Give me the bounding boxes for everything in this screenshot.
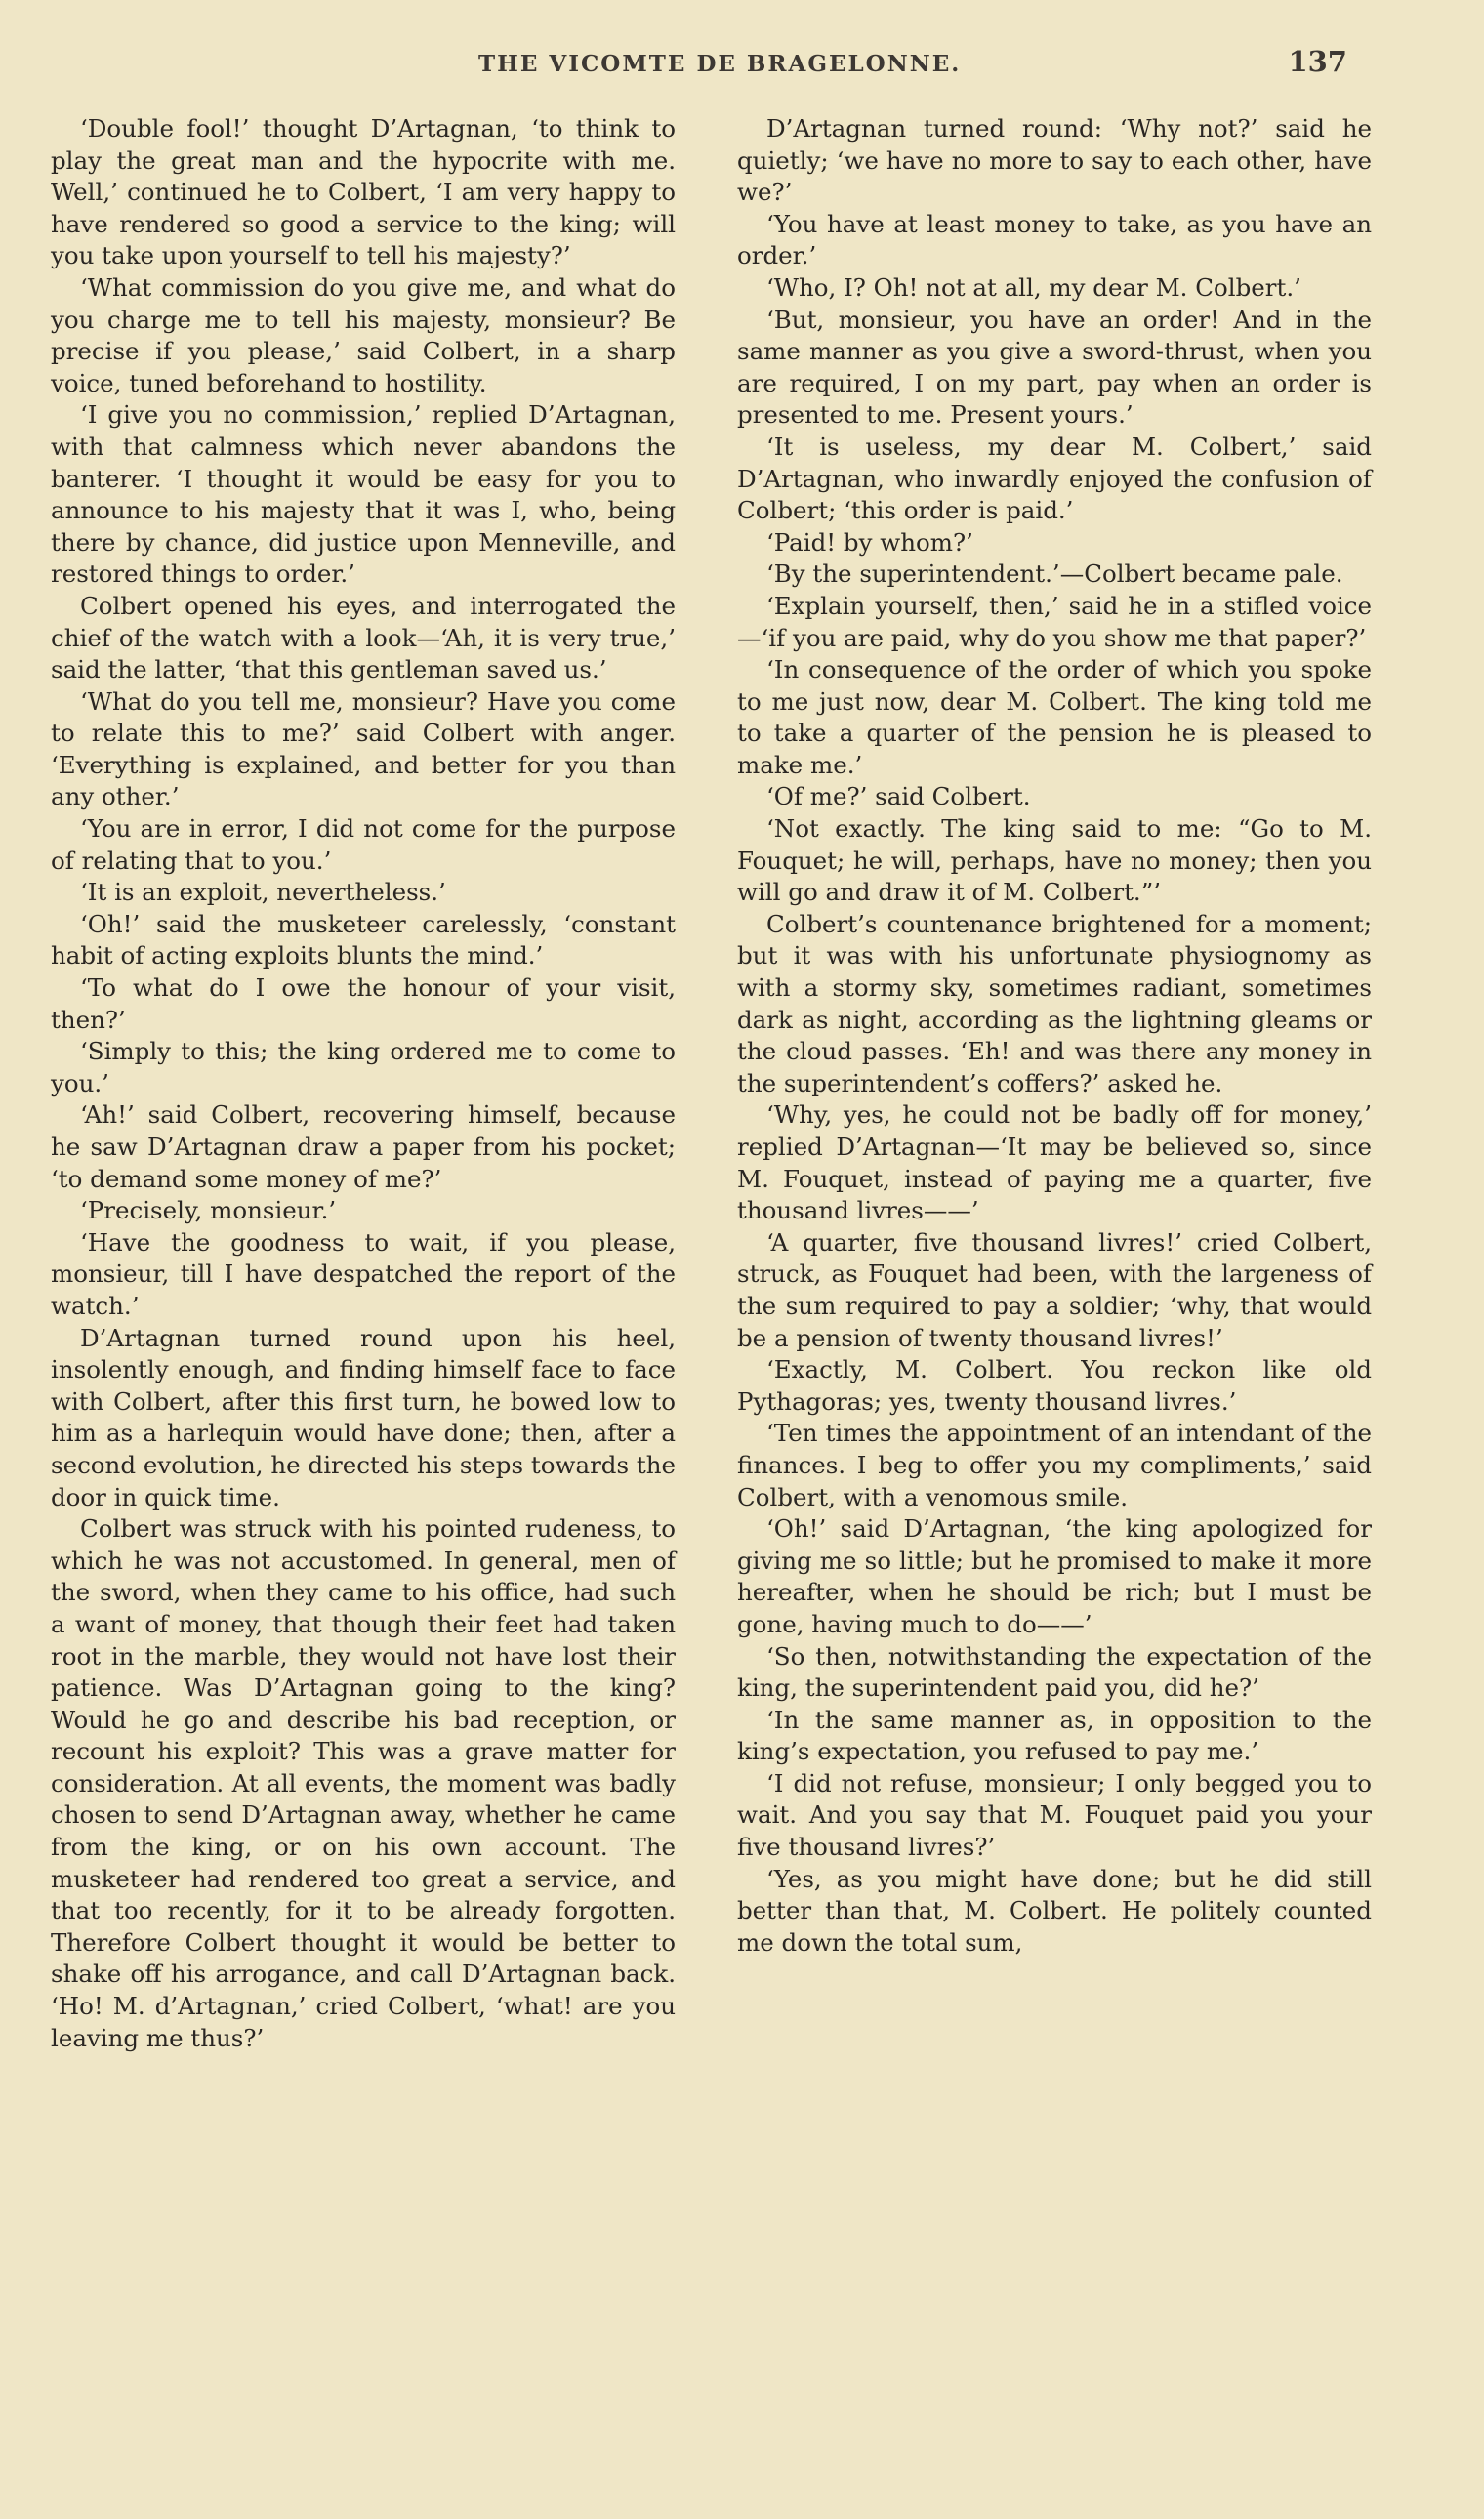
- paragraph: ‘Ah!’ said Colbert, recovering himself, because he saw D’Artagnan draw a paper from his pocket; ‘to demand some money of me?’: [51, 1100, 676, 1193]
- paragraph: ‘I did not refuse, monsieur; I only begged you to wait. And you say that M. Fouquet paid you your five thousand livres?’: [737, 1768, 1372, 1862]
- paragraph: ‘Not exactly. The king said to me: “Go to M. Fouquet; he will, perhaps, have no money; then you will go and draw it of M. Colbert.”’: [737, 814, 1372, 907]
- paragraph: ‘Explain yourself, then,’ said he in a stifled voice—‘if you are paid, why do you show me that paper?’: [737, 591, 1372, 652]
- paragraph: ‘Paid! by whom?’: [766, 527, 973, 557]
- page-number: 137: [1288, 45, 1347, 78]
- paragraph: D’Artagnan turned round upon his heel, insolently enough, and finding himself face to face with Colbert, after this first turn, he bowed low to him as a harlequin would have done; then, after a second evolution, he directed his steps towards the door in quick time.: [51, 1323, 676, 1511]
- page-header: [59, 45, 1347, 84]
- paragraph: ‘Precisely, monsieur.’: [80, 1196, 337, 1225]
- paragraph: ‘Double fool!’ thought D’Artagnan, ‘to think to play the great man and the hypocrite with me. Well,’ continued he to Colbert, ‘I am very happy to have rendered so good a service to the king; will you take upon yourself to tell his majesty?’: [51, 114, 676, 270]
- paragraph: Colbert’s countenance brightened for a moment; but it was with his unfortunate physiognomy as with a stormy sky, sometimes radiant, sometimes dark as night, according as the lightning gleams or the cloud passes. ‘Eh! and was there any money in the superintendent’s coffers?’ asked he.: [737, 909, 1372, 1097]
- paragraph: ‘Oh!’ said the musketeer carelessly, ‘constant habit of acting exploits blunts the mind.’: [51, 909, 676, 970]
- paragraph: ‘Why, yes, he could not be badly off for money,’ replied D’Artagnan—‘It may be believed so, since M. Fouquet, instead of paying me a quarter, five thousand livres——’: [737, 1100, 1372, 1225]
- paragraph: ‘What commission do you give me, and what do you charge me to tell his majesty, monsieur? Be precise if you please,’ said Colbert, in a sharp voice, tuned beforehand to hostility.: [51, 272, 676, 397]
- paragraph: ‘Who, I? Oh! not at all, my dear M. Colbert.’: [766, 272, 1301, 302]
- paragraph: ‘To what do I owe the honour of your visit, then?’: [51, 973, 676, 1034]
- paragraph: D’Artagnan turned round: ‘Why not?’ said he quietly; ‘we have no more to say to each other, have we?’: [737, 114, 1372, 207]
- paragraph: ‘Yes, as you might have done; but he did still better than that, M. Colbert. He politely counted me down the total sum,: [737, 1864, 1372, 1957]
- paragraph: ‘Oh!’ said D’Artagnan, ‘the king apologized for giving me so little; but he promised to make it more hereafter, when he should be rich; but I must be gone, having much to do——’: [737, 1514, 1372, 1638]
- paragraph: ‘A quarter, five thousand livres!’ cried Colbert, struck, as Fouquet had been, with the largeness of the sum required to pay a soldier; ‘why, that would be a pension of twenty thousand livres!’: [737, 1227, 1372, 1352]
- right-column: [737, 113, 1372, 1959]
- paragraph: ‘So then, notwithstanding the expectation of the king, the superintendent paid you, did he?’: [737, 1641, 1372, 1703]
- paragraph: ‘What do you tell me, monsieur? Have you come to relate this to me?’ said Colbert with anger. ‘Everything is explained, and better for you than any other.’: [51, 686, 676, 811]
- paragraph: ‘Have the goodness to wait, if you please, monsieur, till I have despatched the report of the watch.’: [51, 1227, 676, 1320]
- paragraph: Colbert opened his eyes, and interrogated the chief of the watch with a look—‘Ah, it is very true,’ said the latter, ‘that this gentleman saved us.’: [51, 591, 676, 684]
- paragraph: ‘It is an exploit, nevertheless.’: [80, 878, 446, 907]
- paragraph: ‘It is useless, my dear M. Colbert,’ said D’Artagnan, who inwardly enjoyed the confusion of Colbert; ‘this order is paid.’: [737, 432, 1372, 525]
- left-column: [51, 113, 676, 2054]
- paragraph: ‘But, monsieur, you have an order! And in the same manner as you give a sword-thrust, when you are required, I on my part, pay when an order is presented to me. Present yours.’: [737, 305, 1372, 430]
- paragraph: ‘In the same manner as, in opposition to the king’s expectation, you refused to pay me.’: [737, 1705, 1372, 1766]
- paragraph: ‘In consequence of the order of which you spoke to me just now, dear M. Colbert. The king told me to take a quarter of the pension he is pleased to make me.’: [737, 655, 1372, 779]
- paragraph: ‘You have at least money to take, as you have an order.’: [737, 209, 1372, 270]
- paragraph: ‘I give you no commission,’ replied D’Artagnan, with that calmness which never abandons the banterer. ‘I thought it would be easy for you to announce to his majesty that it was I, who, being there by chance, did justice upon Menneville, and restored things to order.’: [51, 400, 676, 589]
- paragraph: ‘Ten times the appointment of an intendant of the finances. I beg to offer you my compliments,’ said Colbert, with a venomous smile.: [737, 1419, 1372, 1511]
- paragraph: ‘Of me?’ said Colbert.: [766, 782, 1031, 811]
- paragraph: ‘Exactly, M. Colbert. You reckon like old Pythagoras; yes, twenty thousand livres.’: [737, 1355, 1372, 1416]
- paragraph: Colbert was struck with his pointed rudeness, to which he was not accustomed. In general, men of the sword, when they came to his office, had such a want of money, that though their feet had taken root in the marble, they would not have lost their patience. Was D’Artagnan going to the king? Would he go and describe his bad reception, or recount his exploit? This was a grave matter for consideration. At all events, the moment was badly chosen to send D’Artagnan away, whether he came from the king, or on his own account. The musketeer had rendered too great a service, and that too recently, for it to be already forgotten. Therefore Colbert thought it would be better to shake off his arrogance, and call D’Artagnan back. ‘Ho! M. d’Artagnan,’ cried Colbert, ‘what! are you leaving me thus?’: [51, 1514, 676, 2052]
- paragraph: ‘By the superintendent.’—Colbert became pale.: [766, 559, 1343, 589]
- paragraph: ‘You are in error, I did not come for the purpose of relating that to you.’: [51, 814, 676, 875]
- running-title: THE VICOMTE DE BRAGELONNE.: [478, 51, 962, 77]
- paragraph: ‘Simply to this; the king ordered me to come to you.’: [51, 1037, 676, 1097]
